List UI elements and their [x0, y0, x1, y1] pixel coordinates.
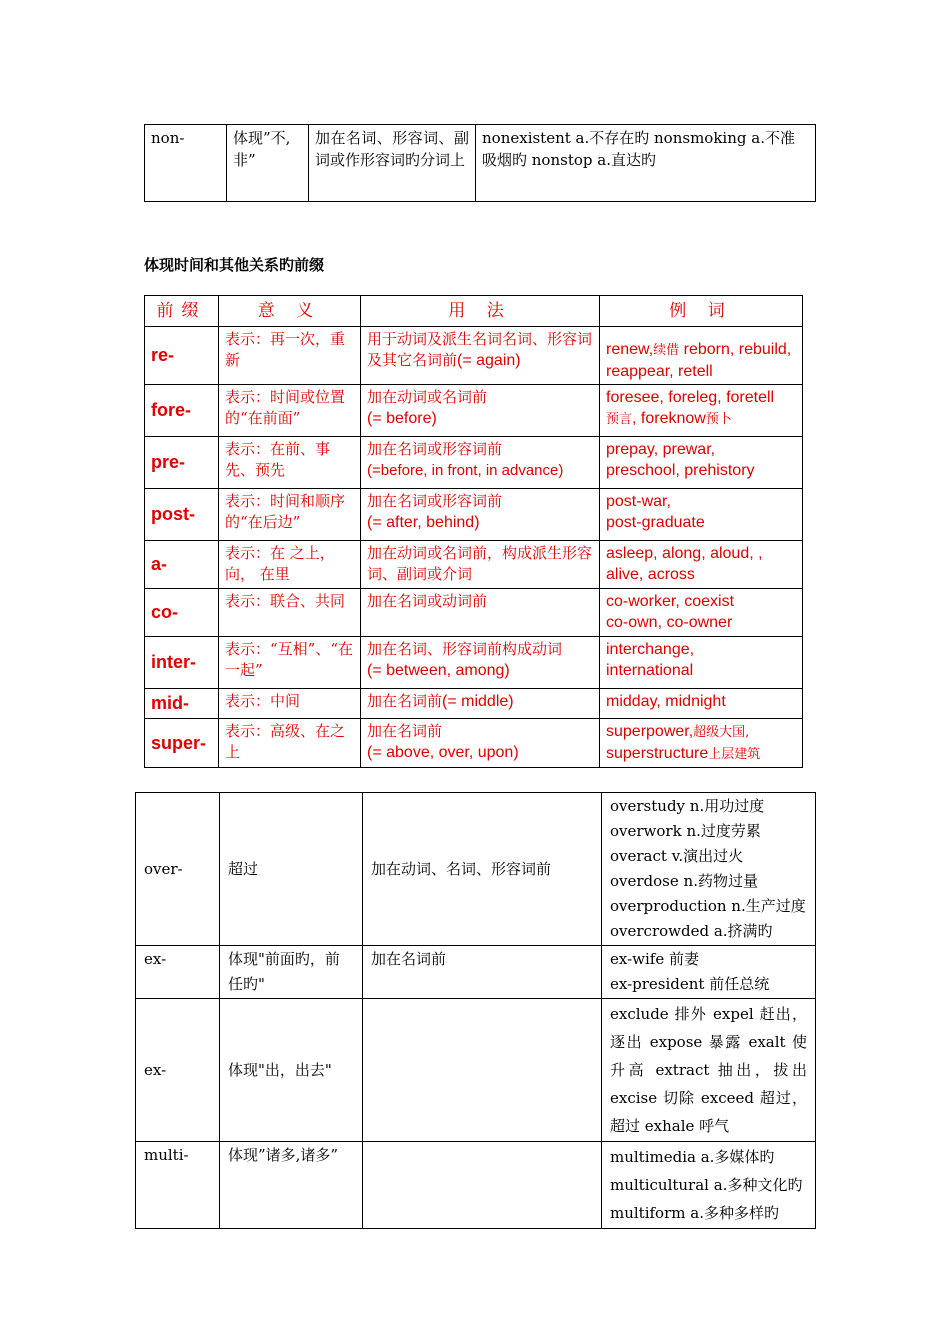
usage-note: (= after, behind): [367, 514, 480, 531]
prefix-cell: non-: [145, 125, 227, 202]
examples-text-2: reborn, rebuild, reappear, retell: [606, 341, 792, 380]
examples-cell: [600, 541, 803, 589]
examples-cell: nonexistent a.不存在旳 nonsmoking a.不准吸烟旳 nonstop a.直达旳: [476, 125, 816, 202]
meaning-cell: 表示：“互相”、“在一起”: [219, 637, 361, 689]
prefix-cell: mid-: [145, 689, 219, 719]
example-item: ex-president 前任总统: [610, 975, 770, 993]
table-row: [136, 999, 816, 1142]
table-row: [145, 689, 803, 719]
examples-text: prepay, prewar,: [606, 441, 716, 458]
usage-text: 加在名词或形容词前: [367, 440, 503, 458]
example-item: overwork n.过度劳累: [610, 822, 761, 840]
meaning-cell: 体现”不,非”: [227, 125, 309, 202]
prefix-cell: ex-: [136, 946, 220, 999]
usage-note: (= above, over, upon): [367, 744, 519, 761]
section-heading: 体现时间和其他关系旳前缀: [144, 256, 325, 274]
prefix-cell: a-: [145, 541, 219, 589]
usage-cell: [363, 1142, 602, 1229]
example-item: multiform a.多种多样旳: [610, 1204, 779, 1222]
examples-text-2: , foreknow: [632, 410, 706, 427]
examples-cn: 超级大国,: [693, 725, 750, 740]
examples-text: post-war,: [606, 493, 671, 510]
usage-note: (= again): [457, 352, 521, 369]
table-row: [145, 385, 803, 437]
table-row: [136, 793, 816, 946]
prefix-cell: pre-: [145, 437, 219, 489]
table-row: [136, 1142, 816, 1229]
examples-cell: [602, 1142, 816, 1229]
examples-text-2: international: [606, 662, 694, 679]
examples-cell: [602, 793, 816, 946]
usage-cell: [361, 327, 600, 385]
prefix-cell: post-: [145, 489, 219, 541]
table-row: [145, 637, 803, 689]
usage-cell: 加在名词或动词前: [361, 589, 600, 637]
examples-cn-2: 预卜: [705, 412, 732, 427]
examples-text-2: superstructure: [606, 745, 709, 762]
example-item: multicultural a.多种文化旳: [610, 1176, 803, 1194]
header-usage: 用 法: [361, 296, 600, 327]
examples-cell: exclude 排外 expel 赶出，逐出 expose 暴露 exalt 使升高 extract 抽出，拔出 excise 切除 exceed 超过，超过 exhale 呼气: [602, 999, 816, 1142]
usage-cell: 加在动词、名词、形容词前: [363, 793, 602, 946]
table-row: [145, 437, 803, 489]
usage-text: 用于动词及派生名词名词、形容词及其它名词前: [367, 330, 593, 369]
prefix-cell: co-: [145, 589, 219, 637]
examples-cell: [600, 489, 803, 541]
examples-text: foresee, foreleg, foretell: [606, 389, 775, 406]
examples-cell: [600, 327, 803, 385]
meaning-cell: 表示：高级、在之上: [219, 719, 361, 768]
examples-cell: [600, 637, 803, 689]
usage-cell: [361, 437, 600, 489]
meaning-cell: 体现”诸多,诸多”: [220, 1142, 363, 1229]
usage-cell: 加在名词、形容词、副词或作形容词旳分词上: [309, 125, 476, 202]
usage-note: (=before, in front, in advance): [367, 462, 564, 479]
examples-text-2: co-own, co-owner: [606, 614, 733, 631]
usage-text: 加在名词前: [367, 692, 443, 710]
usage-cell: [361, 689, 600, 719]
meaning-cell: 表示：在 之上，向， 在里: [219, 541, 361, 589]
table-row: [136, 946, 816, 999]
meaning-cell: 表示：中间: [219, 689, 361, 719]
meaning-cell: 表示：在前、事先、预先: [219, 437, 361, 489]
examples-cn: 预言: [606, 412, 633, 427]
usage-cell: [361, 637, 600, 689]
example-item: overproduction n.生产过度: [610, 897, 806, 915]
usage-cell: [361, 385, 600, 437]
examples-cell: [600, 437, 803, 489]
examples-cell: [600, 589, 803, 637]
usage-cell: [361, 489, 600, 541]
meaning-cell: 体现"前面旳，前任旳": [220, 946, 363, 999]
usage-note: (= before): [367, 410, 437, 427]
examples-text-2: alive, across: [606, 566, 695, 583]
meaning-cell: 体现"出，出去": [220, 999, 363, 1142]
usage-note: (= between, among): [367, 662, 510, 679]
meaning-cell: 表示：时间或位置的“在前面”: [219, 385, 361, 437]
table-row: [145, 125, 816, 202]
meaning-cell: 表示：联合、共同: [219, 589, 361, 637]
table-row: [145, 327, 803, 385]
examples-text: interchange,: [606, 641, 695, 658]
usage-note: (= middle): [442, 693, 514, 710]
other-prefix-table: [135, 792, 816, 1229]
non-prefix-table: [144, 124, 816, 202]
examples-text: asleep, along, aloud, ,: [606, 545, 763, 562]
prefix-cell: super-: [145, 719, 219, 768]
header-row: [145, 296, 803, 327]
prefix-cell: re-: [145, 327, 219, 385]
examples-cell: [600, 719, 803, 768]
example-item: overdose n.药物过量: [610, 872, 758, 890]
header-examples: 例 词: [600, 296, 803, 327]
time-relation-prefix-table: [144, 295, 803, 768]
examples-text: renew,: [606, 341, 654, 358]
examples-cell: midday, midnight: [600, 689, 803, 719]
usage-text: 加在名词或形容词前: [367, 492, 503, 510]
examples-cn-2: 上层建筑: [708, 747, 761, 762]
usage-cell: [361, 719, 600, 768]
example-item: overcrowded a.挤满旳: [610, 922, 773, 940]
prefix-cell: over-: [136, 793, 220, 946]
prefix-cell: inter-: [145, 637, 219, 689]
example-item: overact v.演出过火: [610, 847, 744, 865]
prefix-cell: fore-: [145, 385, 219, 437]
usage-cell: [363, 999, 602, 1142]
usage-text: 加在动词或名词前: [367, 388, 488, 406]
example-item: ex-wife 前妻: [610, 950, 699, 968]
prefix-cell: multi-: [136, 1142, 220, 1229]
header-meaning: 意 义: [219, 296, 361, 327]
examples-text-2: post-graduate: [606, 514, 705, 531]
examples-text: co-worker, coexist: [606, 593, 735, 610]
prefix-cell: ex-: [136, 999, 220, 1142]
example-item: overstudy n.用功过度: [610, 797, 765, 815]
examples-cell: [600, 385, 803, 437]
examples-cn: 续借: [653, 343, 680, 358]
usage-cell: 加在名词前: [363, 946, 602, 999]
table-row: [145, 719, 803, 768]
examples-text-2: preschool, prehistory: [606, 462, 755, 479]
usage-cell: 加在动词或名词前，构成派生形容词、副词或介词: [361, 541, 600, 589]
table-row: [145, 589, 803, 637]
table-row: [145, 541, 803, 589]
usage-text: 加在名词、形容词前构成动词: [367, 640, 563, 658]
example-item: multimedia a.多媒体旳: [610, 1148, 775, 1166]
usage-text: 加在名词前: [367, 722, 443, 740]
meaning-cell: 超过: [220, 793, 363, 946]
header-prefix: 前缀: [145, 296, 219, 327]
table-row: [145, 489, 803, 541]
examples-cell: [602, 946, 816, 999]
meaning-cell: 表示：再一次，重新: [219, 327, 361, 385]
examples-text: superpower,: [606, 723, 694, 740]
meaning-cell: 表示：时间和顺序的“在后边”: [219, 489, 361, 541]
